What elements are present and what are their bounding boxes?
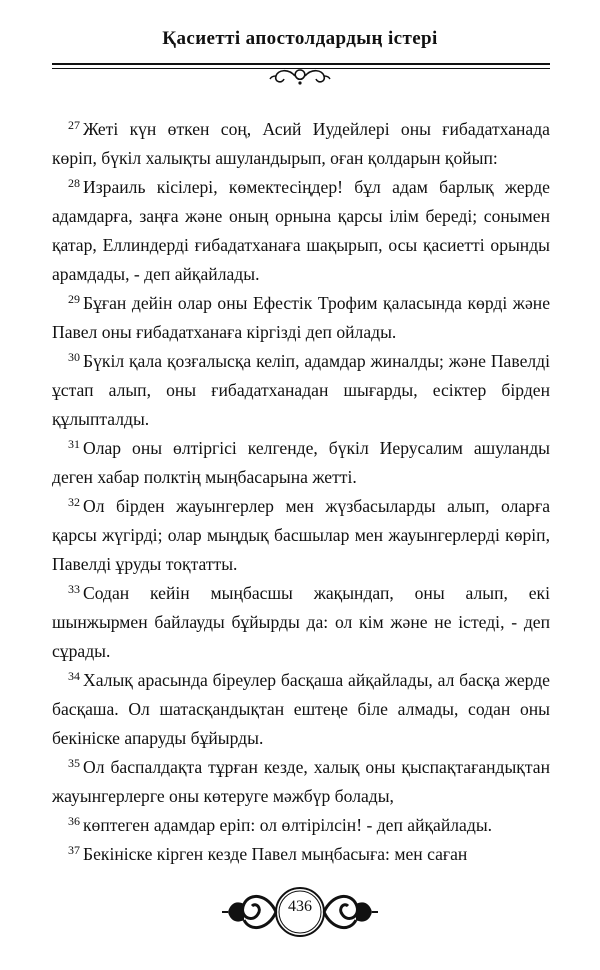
verse-33	[52, 579, 550, 666]
verse-text: Бекініске кірген кезде Павел мыңбасыға: мен саған	[83, 844, 468, 864]
verse-text: көптеген адамдар еріп: ол өлтірілсін! - деп айқайлады.	[83, 815, 493, 835]
verse-37	[52, 840, 550, 869]
verse-number: 36	[68, 814, 80, 828]
verse-text: Бұған дейін олар оны Ефестік Трофим қаласында көрді және Павел оны ғибадатханаға кіргізді деп ойлады.	[52, 293, 550, 342]
verse-32	[52, 492, 550, 579]
verse-number: 27	[68, 118, 80, 132]
verse-text: Олар оны өлтіргісі келгенде, бүкіл Иерусалим ашуланды деген хабар полктің мыңбасарына жетті.	[52, 438, 550, 487]
verse-31	[52, 434, 550, 492]
verse-number: 34	[68, 669, 80, 683]
verses-text	[52, 115, 550, 869]
verse-27	[52, 115, 550, 173]
verse-29	[52, 289, 550, 347]
verse-28	[52, 173, 550, 289]
verse-text: Ол баспалдақта тұрған кезде, халық оны қыспақтағандықтан жауынгерлерге оны көтеруге мәжбүр болады,	[52, 757, 550, 806]
verse-number: 30	[68, 350, 80, 364]
verse-text: Израиль кісілері, көмектесіңдер! бұл адам барлық жерде адамдарға, заңға және оның орнына қарсы ілім береді; сонымен қатар, Еллиндерді ғибадатханаға шақырып, осы қасиетті орынды арамдады, - деп айқайлады.	[52, 177, 550, 284]
verse-30	[52, 347, 550, 434]
verse-number: 35	[68, 756, 80, 770]
header-ornament-icon	[268, 66, 332, 88]
verse-number: 31	[68, 437, 80, 451]
header-rule	[52, 63, 550, 65]
verse-text: Ол бірден жауынгерлер мен жүзбасыларды алып, оларға қарсы жүгірді; олар мыңдық басшылар мен жауынгерлерді көріп, Павелді ұруды тоқтатты.	[52, 496, 550, 574]
verse-number: 32	[68, 495, 80, 509]
verse-text: Жеті күн өткен соң, Асий Иудейлері оны ғибадатханада көріп, бүкіл халықты ашуландырып, оған қолдарын қойып:	[52, 119, 550, 168]
verse-34	[52, 666, 550, 753]
verse-number: 29	[68, 292, 80, 306]
verse-text: Бүкіл қала қозғалысқа келіп, адамдар жиналды; және Павелді ұстап алып, оны ғибадатханадан шығарды, есіктер бірден құлыпталды.	[52, 351, 550, 429]
verse-text: Содан кейін мыңбасшы жақындап, оны алып, екі шынжырмен байлауды бұйырды да: ол кім және не істеді, - деп сұрады.	[52, 583, 550, 661]
verse-number: 33	[68, 582, 80, 596]
verse-number: 28	[68, 176, 80, 190]
page-number: 436	[288, 898, 312, 915]
verse-text: Халық арасында біреулер басқаша айқайлады, ал басқа жерде басқаша. Ол шатасқандықтан ештеңе біле алмады, содан оны бекініске апаруды бұйырды.	[52, 670, 550, 748]
verse-36	[52, 811, 550, 840]
verse-35	[52, 753, 550, 811]
verse-number: 37	[68, 843, 80, 857]
page-title: Қасиетті апостолдардың істері	[162, 28, 438, 49]
